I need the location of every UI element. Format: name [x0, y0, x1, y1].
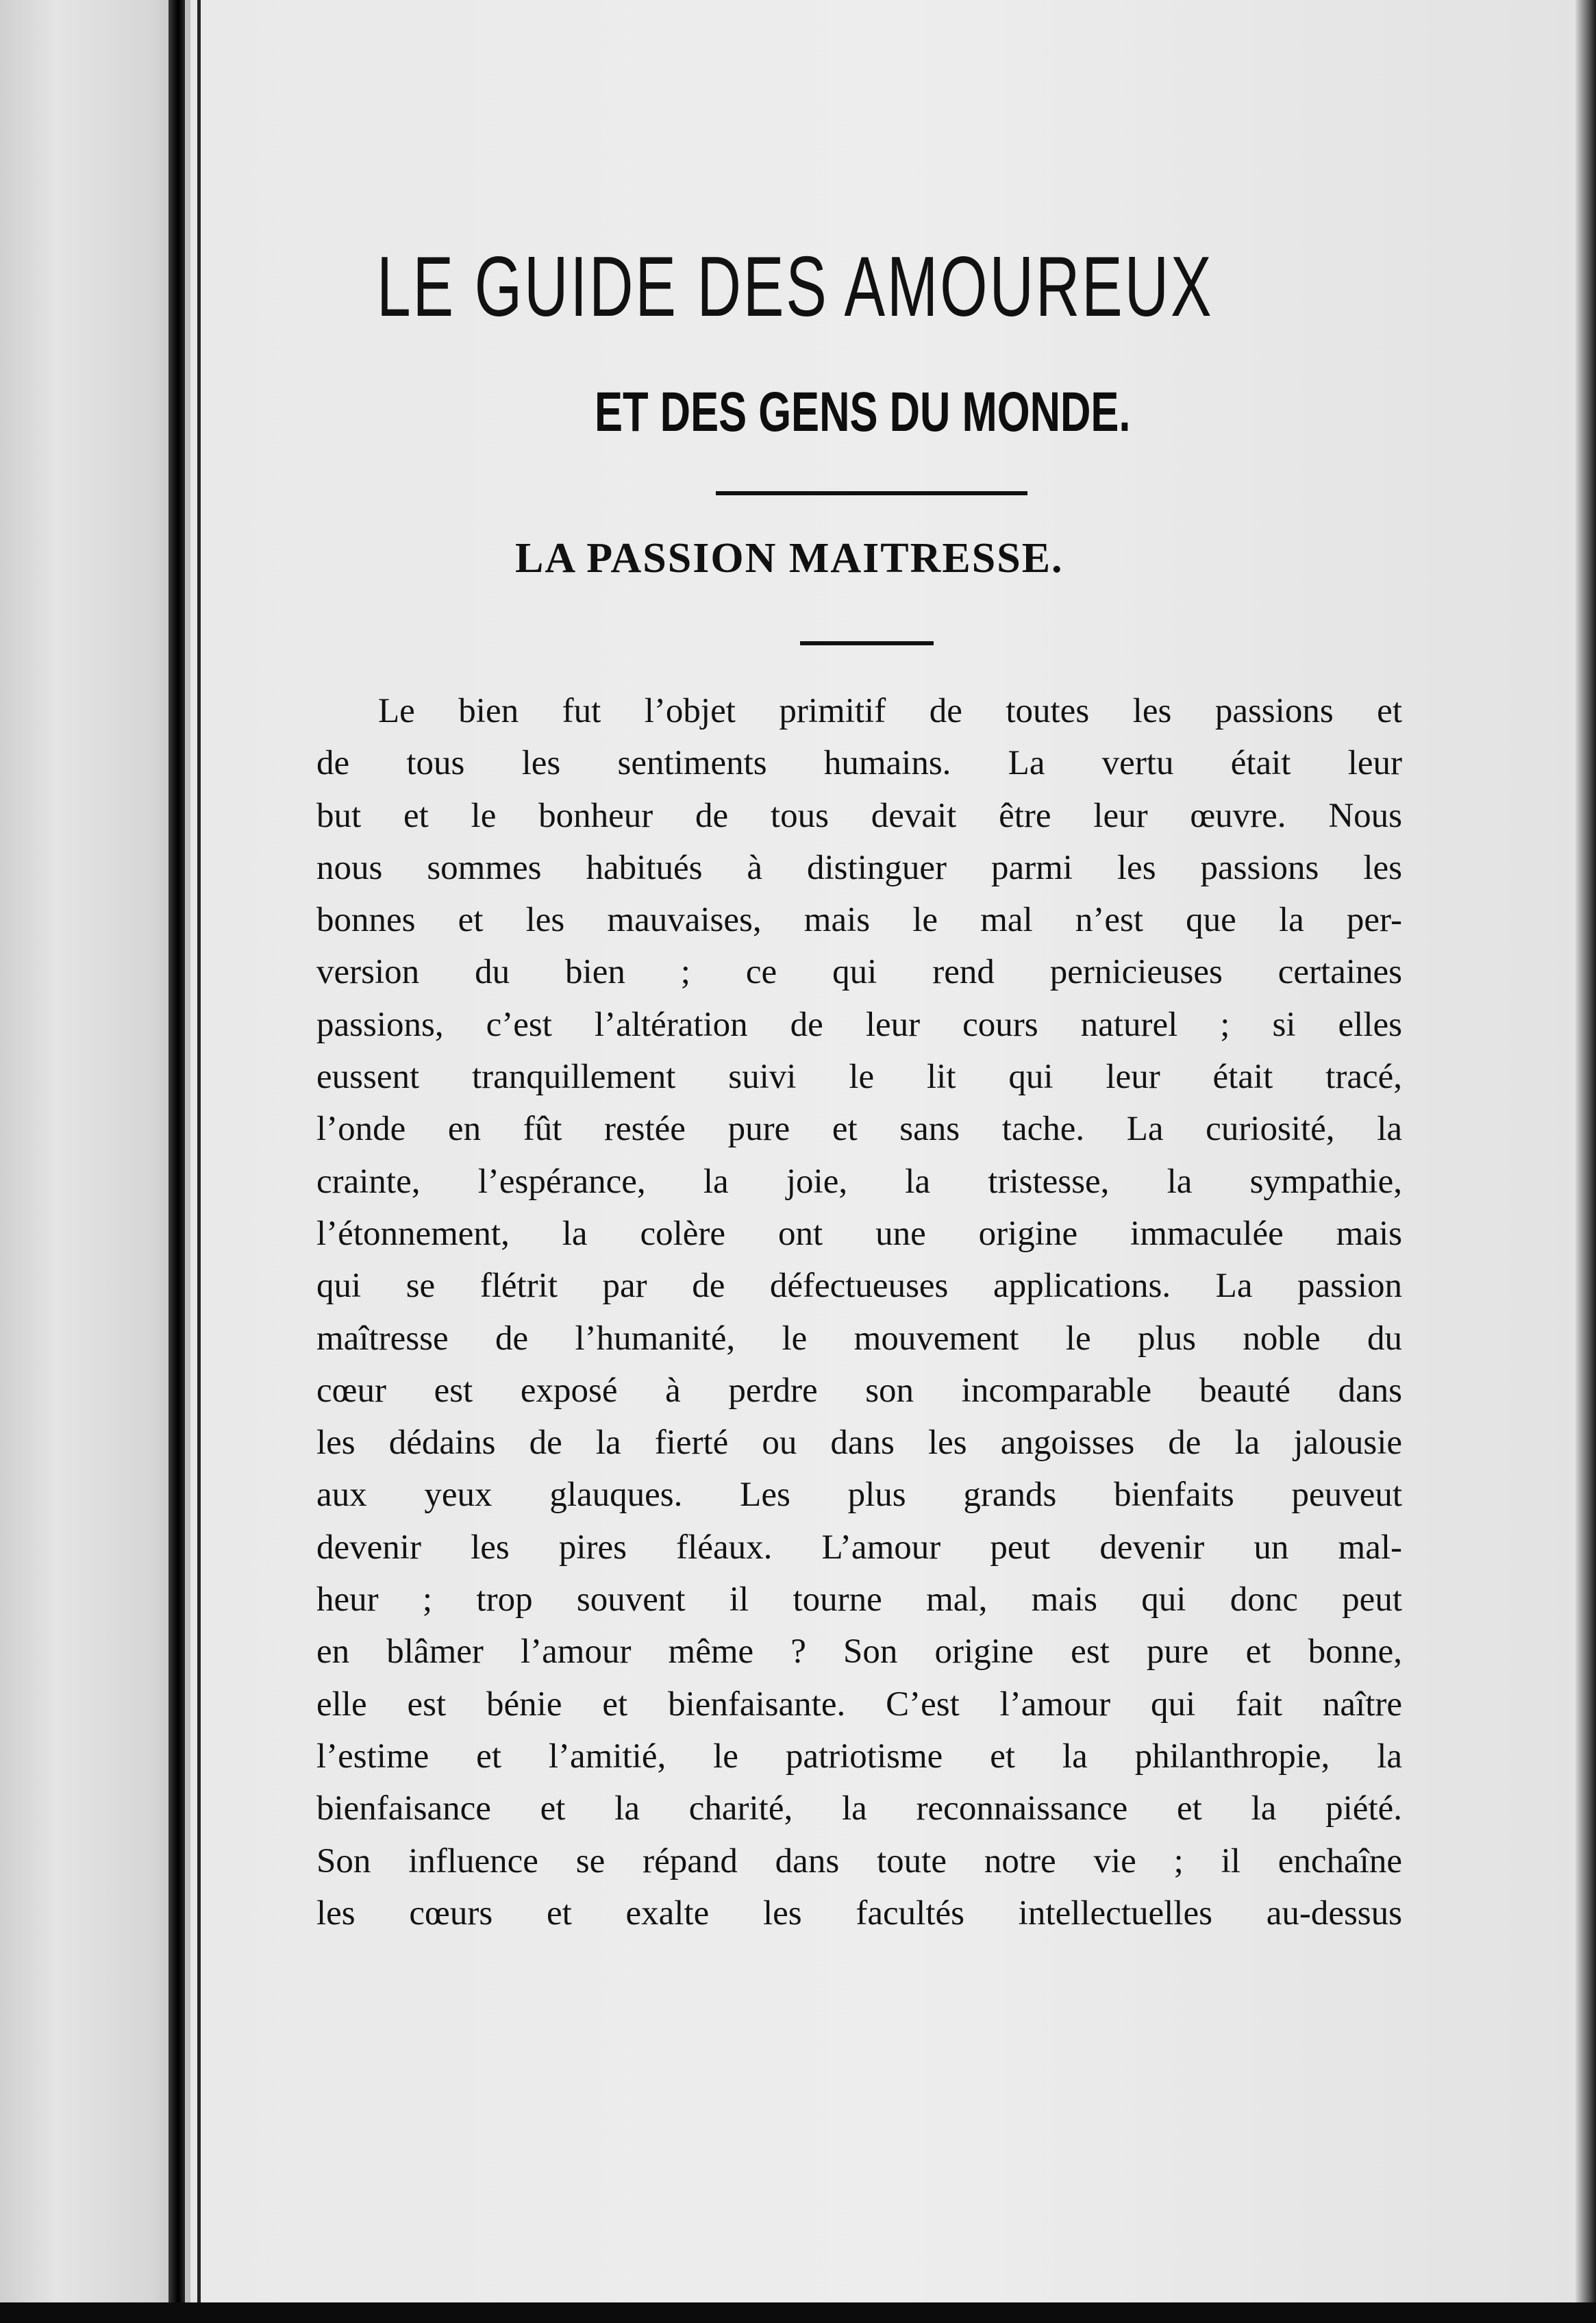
bottom-edge-shadow — [0, 2302, 1596, 2323]
text-line: but et le bonheur de tous devait être leur œuvre. Nous — [316, 796, 1402, 835]
body-text — [316, 685, 1402, 1939]
page-subtitle: ET DES GENS DU MONDE. — [595, 381, 1131, 443]
text-line: nous sommes habitués à distinguer parmi les passions les — [316, 848, 1402, 887]
text-line: version du bien ; ce qui rend pernicieuses certaines — [316, 953, 1402, 992]
right-edge-shadow — [1575, 0, 1596, 2323]
text-line: elle est bénie et bienfaisante. C’est l’amour qui fait naître — [316, 1685, 1402, 1724]
text-line: qui se flétrit par de défectueuses applications. La passion — [316, 1267, 1402, 1306]
text-line: cœur est exposé à perdre son incomparable beauté dans — [316, 1371, 1402, 1410]
text-line: l’onde en fût restée pure et sans tache. La curiosité, la — [316, 1110, 1402, 1149]
section-heading: LA PASSION MAITRESSE. — [515, 535, 1064, 582]
left-margin — [0, 0, 190, 2323]
text-line: bienfaisance et la charité, la reconnaissance et la piété. — [316, 1789, 1402, 1828]
text-line: maîtresse de l’humanité, le mouvement le plus noble du — [316, 1319, 1402, 1358]
text-line: bonnes et les mauvaises, mais le mal n’est que la per- — [316, 901, 1402, 940]
text-line: devenir les pires fléaux. L’amour peut devenir un mal- — [316, 1528, 1402, 1567]
text-line: Son influence se répand dans toute notre vie ; il enchaîne — [316, 1841, 1402, 1880]
text-line: les dédains de la fierté ou dans les angoisses de la jalousie — [316, 1424, 1402, 1463]
text-line: aux yeux glauques. Les plus grands bienfaits peuveut — [316, 1476, 1402, 1515]
text-line: de tous les sentiments humains. La vertu était leur — [316, 744, 1402, 783]
binding-shadow — [169, 0, 185, 2323]
text-line: crainte, l’espérance, la joie, la tristesse, la sympathie, — [316, 1162, 1402, 1201]
text-line: l’étonnement, la colère ont une origine immaculée mais — [316, 1214, 1402, 1253]
page-title: LE GUIDE DES AMOUREUX — [377, 240, 1214, 334]
text-line: en blâmer l’amour même ? Son origine est pure et bonne, — [316, 1632, 1402, 1672]
text-line: heur ; trop souvent il tourne mal, mais qui donc peut — [316, 1580, 1402, 1619]
text-line: Le bien fut l’objet primitif de toutes les passions et — [378, 692, 1402, 730]
text-line: les cœurs et exalte les facultés intellectuelles au-dessus — [316, 1893, 1402, 1933]
page-edge-line — [197, 0, 201, 2323]
text-line: passions, c’est l’altération de leur cours naturel ; si elles — [316, 1005, 1402, 1044]
text-line: l’estime et l’amitié, le patriotisme et la philanthropie, la — [316, 1737, 1402, 1776]
title-divider — [716, 491, 1027, 495]
text-line: eussent tranquillement suivi le lit qui leur était tracé, — [316, 1058, 1402, 1097]
section-divider — [800, 641, 934, 645]
